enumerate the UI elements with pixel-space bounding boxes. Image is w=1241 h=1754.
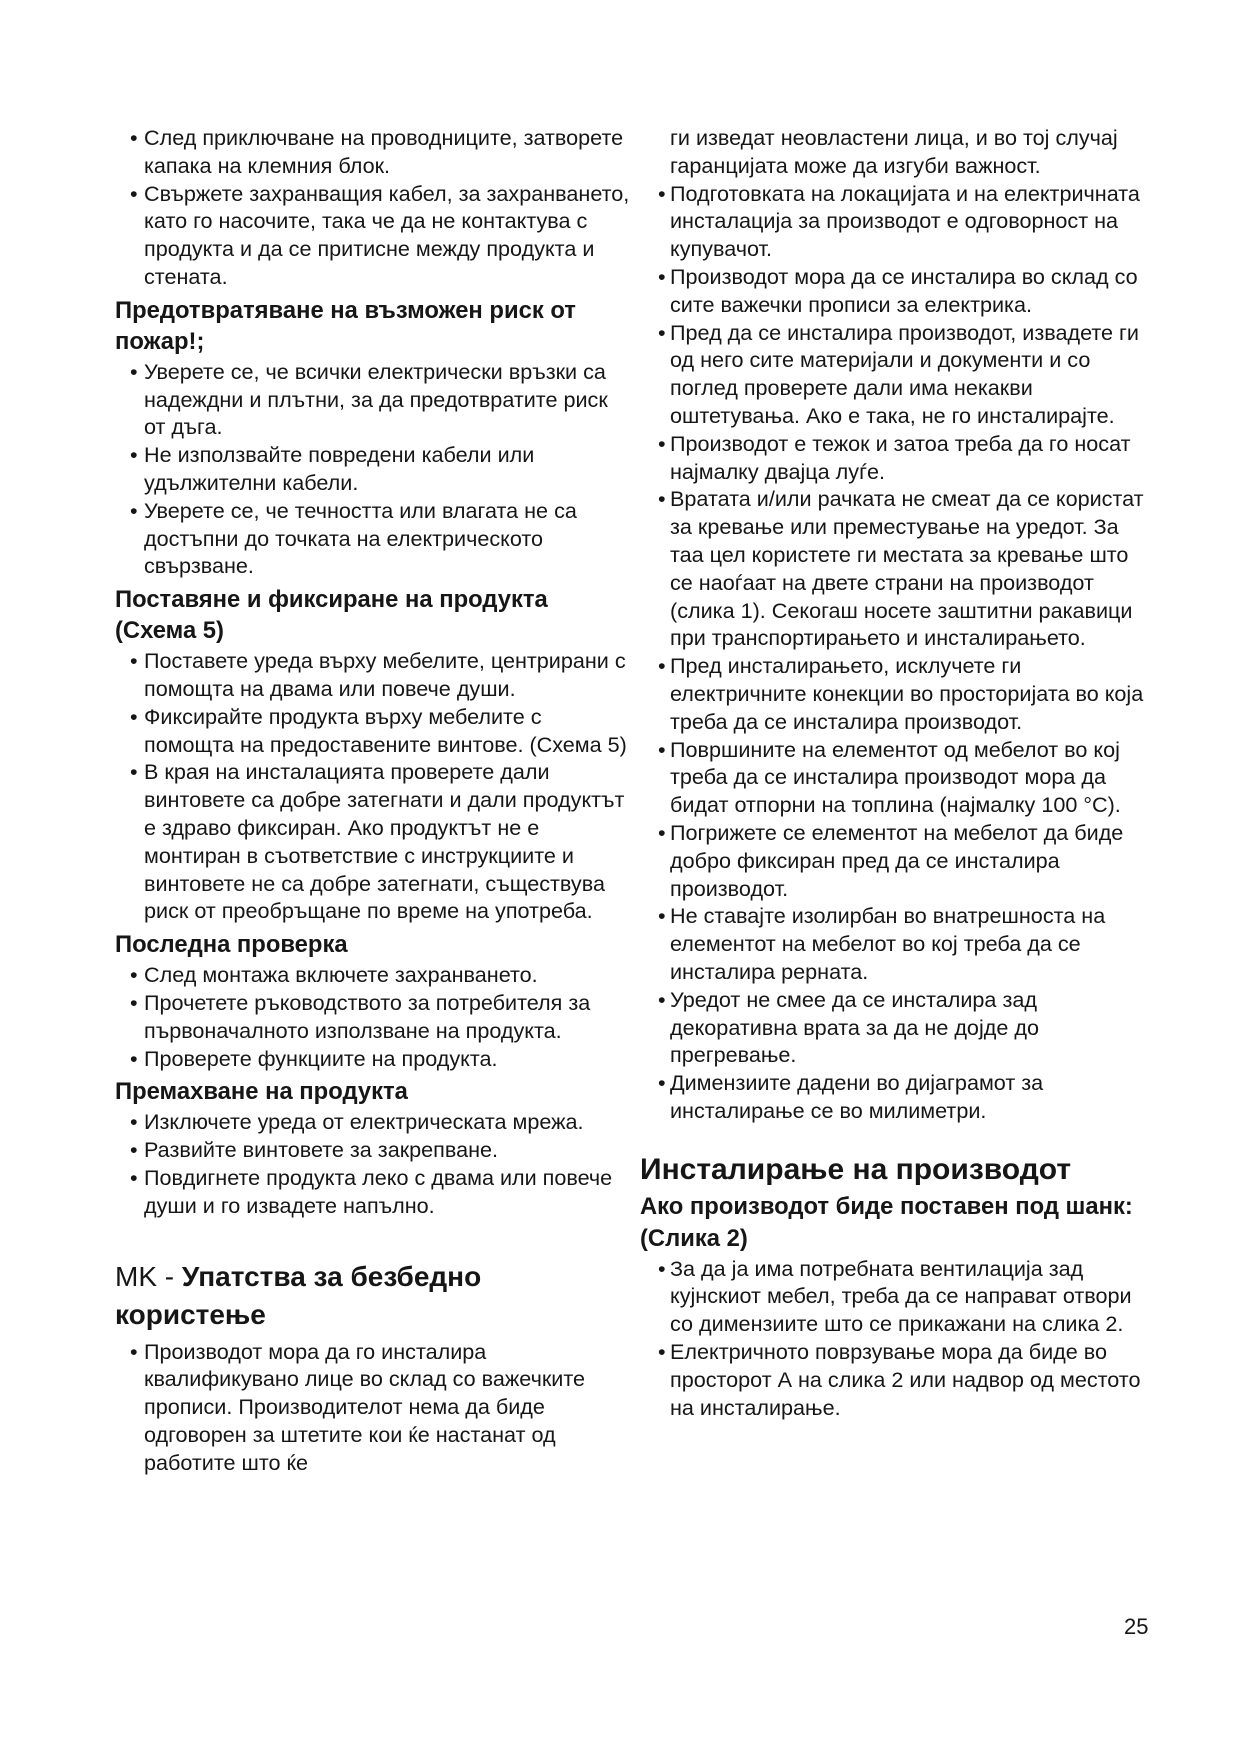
list-item: • Развийте винтовете за закрепване.: [115, 1136, 635, 1164]
section-heading-removal: Премахване на продукта: [115, 1078, 408, 1106]
list-item: • Производот мора да се инсталира во склад со сите важечки прописи за електрика.: [640, 263, 1150, 319]
list-item: • Поставете уреда върху мебелите, центрирани с помощта на двама или повече души.: [115, 647, 635, 703]
section-heading-fire-risk: Предотвратяване на възможен риск от пожар!;: [115, 296, 576, 355]
list-item: • Производот е тежок и затоа треба да го носат најмалку двајца луѓе.: [640, 430, 1150, 486]
section-heading-final-check: Последна проверка: [115, 931, 348, 959]
mk-title-text: Упатства за безбедно користење: [115, 1260, 482, 1330]
list-item: • Вратата и/или рачката не смеат да се користат за кревање или преместување на уредот. За таа цел користете ги местата за кревање што се наоѓаат на двете страни на производот (слика 1). Секогаш носете заштитни ракавици при транспортирањето и инсталирањето.: [640, 485, 1150, 652]
list-item: • Уверете се, че течността или влагата не са достъпни до точката на електрическото свързване.: [115, 497, 635, 580]
list-item: • Не ставајте изолирбан во внатрешноста на елементот на мебелот во кој треба да се инсталира рерната.: [640, 902, 1150, 985]
list-item: • Погрижете се елементот на мебелот да биде добро фиксиран пред да се инсталира производот.: [640, 819, 1150, 902]
continued-paragraph: ги изведат неовластени лица, и во тој случај гаранцијата може да изгуби важност.: [670, 125, 1118, 178]
mk-section-title: [115, 1258, 635, 1334]
list-item: • Прочетете ръководството за потребителя за първоначалното използване на продукта.: [115, 989, 635, 1045]
list-item: • След приключване на проводниците, затворете капака на клемния блок.: [115, 124, 635, 180]
list-item: • Електричното поврзување мора да биде во просторот А на слика 2 или надвор од местото на инсталирање.: [640, 1338, 1150, 1421]
list-item: • Не използвайте повредени кабели или удължителни кабели.: [115, 441, 635, 497]
list-item: • Површините на елементот од мебелот во кој треба да се инсталира производот мора да бидат отпорни на топлина (најмалку 100 °C).: [640, 736, 1150, 819]
right-column: [640, 124, 1150, 1421]
list-item: • Димензиите дадени во дијаграмот за инсталирање се во милиметри.: [640, 1069, 1150, 1125]
subsection-heading-under-counter: Ако производот биде поставен под шанк: (Слика 2): [640, 1192, 1133, 1252]
list-item: • Подготовката на локацијата и на електричната инсталација за производот е одговорност на купувачот.: [640, 180, 1150, 263]
page-number: 25: [1124, 1614, 1149, 1639]
list-item: • Уверете се, че всички електрически връзки са надеждни и плътни, за да предотвратите риск от дъга.: [115, 358, 635, 441]
list-item: • В края на инсталацията проверете дали винтовете са добре затегнати и дали продуктът е здраво фиксиран. Ако продуктът не е монтиран в съответствие с инструкциите и винтовете не са добре затегнати, съществува риск от преобръщане по време на употреба.: [115, 758, 635, 925]
list-item: • Уредот не смее да се инсталира зад декоративна врата за да не дојде до прегревање.: [640, 986, 1150, 1069]
mk-language-prefix: MK -: [115, 1260, 182, 1292]
list-item: • Повдигнете продукта леко с двама или повече души и го извадете напълно.: [115, 1164, 635, 1220]
section-heading-installation: Инсталирање на производот: [640, 1152, 1072, 1186]
list-item: • Свържете захранващия кабел, за захранването, като го насочите, така че да не контактува с продукта и да се притисне между продукта и стената.: [115, 180, 635, 291]
list-item: • За да ја има потребната вентилација зад кујнскиот мебел, треба да се направат отвори со димензиите што се прикажани на слика 2.: [640, 1255, 1150, 1338]
list-item: • Проверете функциите на продукта.: [115, 1045, 635, 1073]
left-column: [115, 124, 635, 1476]
list-item: • Производот мора да го инсталира квалификувано лице во склад со важечките прописи. Производителот нема да биде одговорен за штетите кои ќе настанат од работите што ќе: [115, 1338, 635, 1477]
list-item: • Фиксирайте продукта върху мебелите с помощта на предоставените винтове. (Схема 5): [115, 703, 635, 759]
list-item: • След монтажа включете захранването.: [115, 961, 635, 989]
list-item: • Пред да се инсталира производот, извадете ги од него сите материјали и документи и со поглед проверете дали има некакви оштетувања. Ако е така, не го инсталирајте.: [640, 319, 1150, 430]
list-item: • Пред инсталирањето, исклучете ги електричните конекции во просторијата во која треба да се инсталира производот.: [640, 652, 1150, 735]
list-item: • Изключете уреда от електрическата мрежа.: [115, 1108, 635, 1136]
section-heading-placement: Поставяне и фиксиране на продукта (Схема 5): [115, 586, 548, 645]
